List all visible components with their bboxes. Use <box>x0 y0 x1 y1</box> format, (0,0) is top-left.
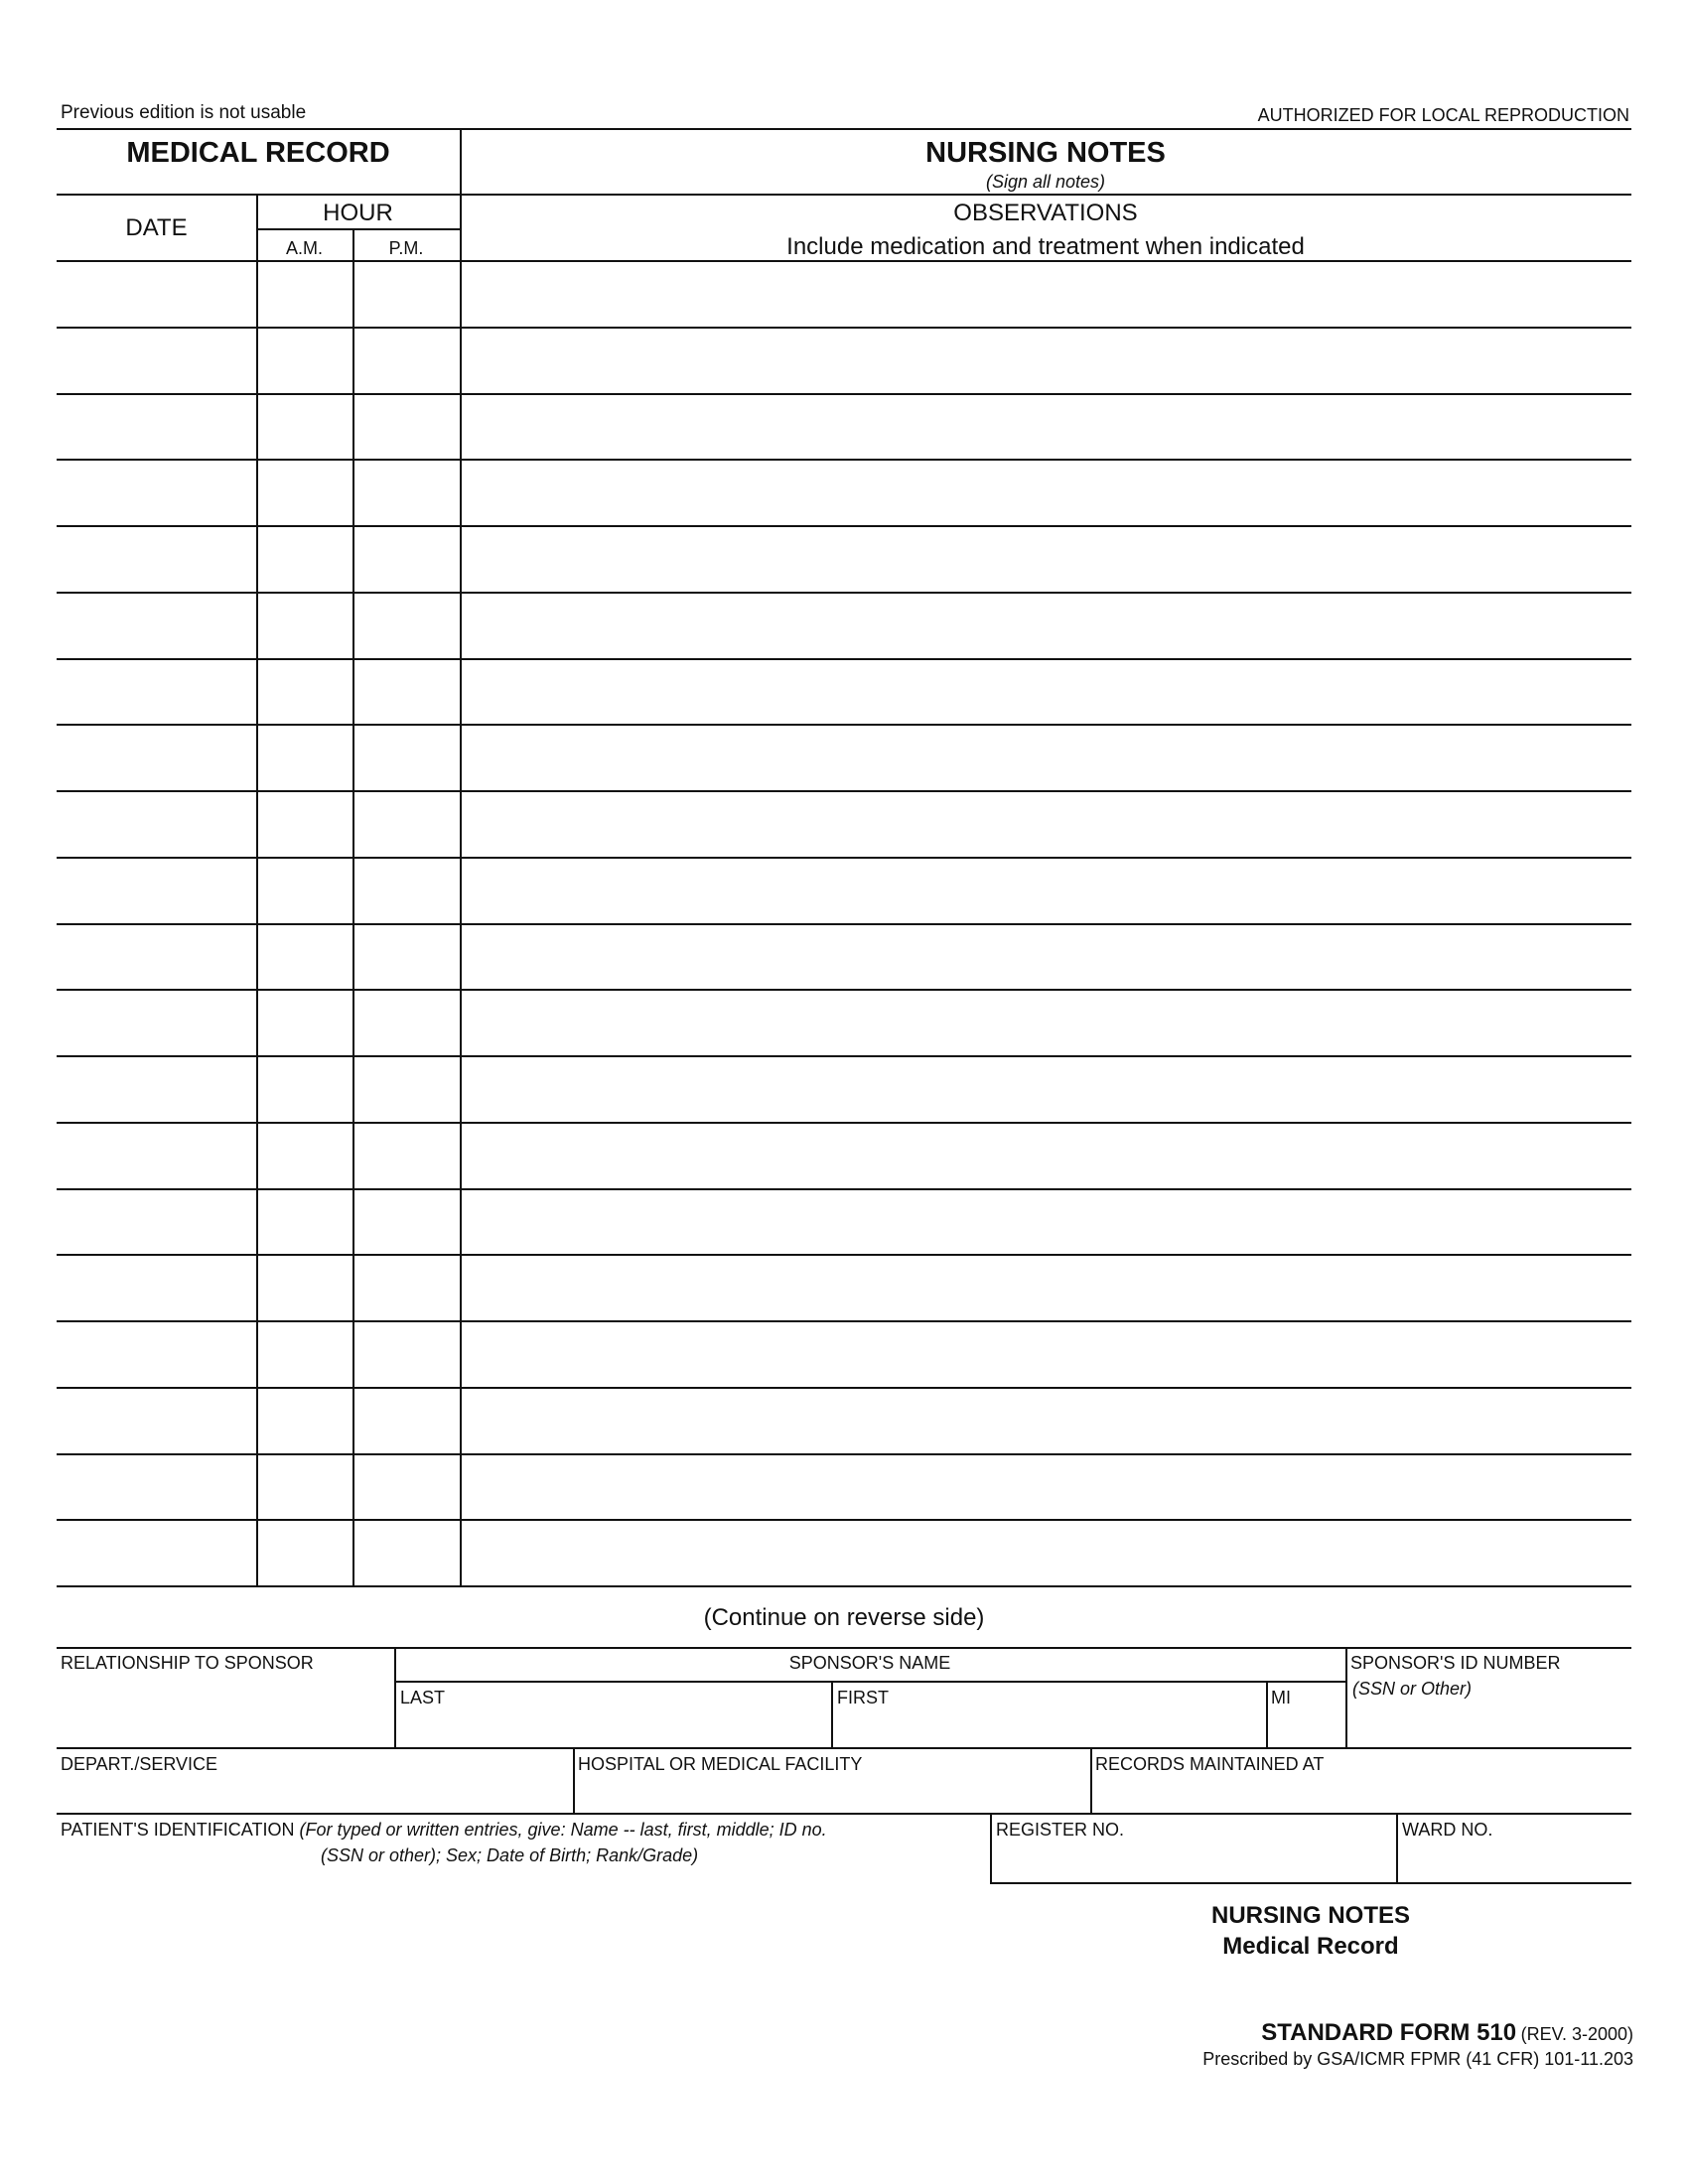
row-rule <box>57 327 1631 329</box>
date-cell[interactable] <box>57 327 256 393</box>
previous-edition-note: Previous edition is not usable <box>61 102 307 123</box>
am-cell[interactable] <box>256 1519 352 1585</box>
table-row <box>57 1122 1631 1188</box>
am-cell[interactable] <box>256 327 352 393</box>
date-cell[interactable] <box>57 658 256 725</box>
am-cell[interactable] <box>256 459 352 525</box>
table-row <box>57 525 1631 592</box>
table-row <box>57 260 1631 327</box>
prescribed-by: Prescribed by GSA/ICMR FPMR (41 CFR) 101-11.203 <box>1202 2049 1633 2069</box>
row-rule <box>57 790 1631 792</box>
pm-cell[interactable] <box>352 1055 460 1122</box>
form-revision: (REV. 3-2000) <box>1520 2024 1633 2044</box>
first-name-label: FIRST <box>837 1688 889 1707</box>
authorized-note: AUTHORIZED FOR LOCAL REPRODUCTION <box>1257 105 1629 125</box>
table-row <box>57 658 1631 725</box>
observation-cell[interactable] <box>460 989 1631 1055</box>
observation-cell[interactable] <box>460 923 1631 990</box>
table-row <box>57 1188 1631 1255</box>
am-cell[interactable] <box>256 1254 352 1320</box>
observation-cell[interactable] <box>460 1055 1631 1122</box>
patient-id-title: PATIENT'S IDENTIFICATION <box>61 1820 295 1840</box>
table-row <box>57 1055 1631 1122</box>
am-cell[interactable] <box>256 923 352 990</box>
table-row <box>57 1453 1631 1520</box>
patient-id-note-2: (SSN or other); Sex; Date of Birth; Rank/Grade) <box>321 1845 699 1865</box>
date-cell[interactable] <box>57 592 256 658</box>
table-row <box>57 790 1631 857</box>
last-name-label: LAST <box>400 1688 446 1707</box>
date-cell[interactable] <box>57 1254 256 1320</box>
sponsor-id-sublabel: (SSN or Other) <box>1352 1679 1473 1699</box>
am-cell[interactable] <box>256 260 352 327</box>
am-cell[interactable] <box>256 592 352 658</box>
observation-cell[interactable] <box>460 393 1631 460</box>
table-row <box>57 857 1631 923</box>
date-header: DATE <box>125 214 188 241</box>
top-rule <box>57 128 1631 130</box>
observation-cell[interactable] <box>460 260 1631 327</box>
date-cell[interactable] <box>57 1188 256 1255</box>
pm-cell[interactable] <box>352 459 460 525</box>
row-rule <box>57 1453 1631 1455</box>
hospital-divider <box>1090 1747 1092 1813</box>
observation-cell[interactable] <box>460 1122 1631 1188</box>
row-rule <box>57 1387 1631 1389</box>
footer-title-1: NURSING NOTES <box>1210 1902 1410 1929</box>
row-rule <box>57 1055 1631 1057</box>
last-first-divider <box>831 1681 833 1747</box>
observation-cell[interactable] <box>460 1453 1631 1520</box>
observation-cell[interactable] <box>460 1254 1631 1320</box>
row-rule <box>57 923 1631 925</box>
ward-no-label: WARD NO. <box>1402 1820 1493 1840</box>
continue-note: (Continue on reverse side) <box>703 1604 985 1631</box>
row-rule <box>57 459 1631 461</box>
row-rule <box>57 1188 1631 1190</box>
hospital-label: HOSPITAL OR MEDICAL FACILITY <box>578 1754 863 1774</box>
date-cell[interactable] <box>57 459 256 525</box>
patient-id-note-1: (For typed or written entries, give: Name -- last, first, middle; ID no. <box>299 1820 827 1840</box>
pm-header: P.M. <box>388 238 424 258</box>
date-cell[interactable] <box>57 923 256 990</box>
nursing-notes-title: NURSING NOTES <box>925 137 1166 169</box>
am-cell[interactable] <box>256 724 352 790</box>
am-cell[interactable] <box>256 857 352 923</box>
register-no-label: REGISTER NO. <box>996 1820 1125 1840</box>
date-cell[interactable] <box>57 857 256 923</box>
register-divider <box>1396 1813 1398 1882</box>
medical-record-title: MEDICAL RECORD <box>126 137 390 169</box>
date-cell[interactable] <box>57 1519 256 1585</box>
am-cell[interactable] <box>256 989 352 1055</box>
sponsor-id-divider <box>1345 1647 1347 1747</box>
observation-cell[interactable] <box>460 724 1631 790</box>
patient-id-divider <box>990 1813 992 1882</box>
table-row <box>57 1519 1631 1585</box>
first-mi-divider <box>1266 1681 1268 1747</box>
table-row <box>57 459 1631 525</box>
row-rule <box>57 1254 1631 1256</box>
observation-cell[interactable] <box>460 1519 1631 1585</box>
pm-cell[interactable] <box>352 724 460 790</box>
observations-subheader: Include medication and treatment when indicated <box>786 233 1305 260</box>
am-cell[interactable] <box>256 790 352 857</box>
date-cell[interactable] <box>57 1453 256 1520</box>
table-bottom-rule <box>57 1585 1631 1587</box>
observations-header: OBSERVATIONS <box>953 200 1138 226</box>
row-rule <box>57 1320 1631 1322</box>
pm-cell[interactable] <box>352 923 460 990</box>
table-top-rule <box>57 194 1631 196</box>
sponsor-name-sub-rule <box>394 1681 1345 1683</box>
table-row <box>57 724 1631 790</box>
table-row <box>57 393 1631 460</box>
row-rule <box>57 592 1631 594</box>
pm-cell[interactable] <box>352 327 460 393</box>
observation-cell[interactable] <box>460 1387 1631 1453</box>
date-cell[interactable] <box>57 1387 256 1453</box>
depart-service-label: DEPART./SERVICE <box>61 1754 218 1774</box>
row-rule <box>57 1519 1631 1521</box>
pm-cell[interactable] <box>352 1122 460 1188</box>
patient-id-label <box>61 1820 827 1841</box>
observation-cell[interactable] <box>460 1188 1631 1255</box>
observation-cell[interactable] <box>460 459 1631 525</box>
date-cell[interactable] <box>57 1055 256 1122</box>
table-row <box>57 1387 1631 1453</box>
observation-cell[interactable] <box>460 658 1631 725</box>
relationship-label: RELATIONSHIP TO SPONSOR <box>61 1653 314 1673</box>
am-cell[interactable] <box>256 393 352 460</box>
standard-form-number: STANDARD FORM 510 <box>1261 2019 1517 2046</box>
row-rule <box>57 393 1631 395</box>
pm-cell[interactable] <box>352 1254 460 1320</box>
date-cell[interactable] <box>57 790 256 857</box>
date-cell[interactable] <box>57 260 256 327</box>
register-bottom-rule <box>990 1882 1631 1884</box>
pm-cell[interactable] <box>352 1387 460 1453</box>
row-rule <box>57 857 1631 859</box>
am-cell[interactable] <box>256 1122 352 1188</box>
table-row <box>57 923 1631 990</box>
pm-cell[interactable] <box>352 1188 460 1255</box>
sponsor-name-label: SPONSOR'S NAME <box>788 1653 951 1673</box>
info-top-rule <box>57 1647 1631 1649</box>
date-cell[interactable] <box>57 1122 256 1188</box>
sponsor-id-label: SPONSOR'S ID NUMBER <box>1350 1653 1561 1673</box>
table-row <box>57 989 1631 1055</box>
table-row <box>57 592 1631 658</box>
pm-cell[interactable] <box>352 525 460 592</box>
footer-title-2: Medical Record <box>1222 1933 1399 1960</box>
row-rule <box>57 525 1631 527</box>
date-cell[interactable] <box>57 724 256 790</box>
hour-header: HOUR <box>323 200 393 226</box>
depart-divider <box>573 1747 575 1813</box>
table-row <box>57 1254 1631 1320</box>
pm-cell[interactable] <box>352 1320 460 1387</box>
pm-cell[interactable] <box>352 260 460 327</box>
row-rule <box>57 1122 1631 1124</box>
observation-cell[interactable] <box>460 1320 1631 1387</box>
date-cell[interactable] <box>57 393 256 460</box>
table-row <box>57 1320 1631 1387</box>
pm-cell[interactable] <box>352 1453 460 1520</box>
info-row2-rule <box>57 1747 1631 1749</box>
observation-cell[interactable] <box>460 327 1631 393</box>
pm-cell[interactable] <box>352 658 460 725</box>
observation-cell[interactable] <box>460 525 1631 592</box>
pm-cell[interactable] <box>352 393 460 460</box>
pm-cell[interactable] <box>352 1519 460 1585</box>
sign-all-notes: (Sign all notes) <box>985 172 1106 192</box>
am-cell[interactable] <box>256 1188 352 1255</box>
date-cell[interactable] <box>57 1320 256 1387</box>
am-cell[interactable] <box>256 1055 352 1122</box>
am-header: A.M. <box>285 238 323 258</box>
standard-form-line <box>1261 2019 1633 2047</box>
observation-cell[interactable] <box>460 790 1631 857</box>
pm-cell[interactable] <box>352 857 460 923</box>
pm-cell[interactable] <box>352 790 460 857</box>
am-cell[interactable] <box>256 525 352 592</box>
am-cell[interactable] <box>256 658 352 725</box>
pm-cell[interactable] <box>352 592 460 658</box>
observation-cell[interactable] <box>460 592 1631 658</box>
am-cell[interactable] <box>256 1387 352 1453</box>
row-rule <box>57 989 1631 991</box>
mi-label: MI <box>1271 1688 1291 1707</box>
am-cell[interactable] <box>256 1453 352 1520</box>
date-cell[interactable] <box>57 525 256 592</box>
table-row <box>57 327 1631 393</box>
row-rule <box>57 658 1631 660</box>
records-maintained-label: RECORDS MAINTAINED AT <box>1095 1754 1325 1774</box>
hour-sub-rule <box>256 228 460 230</box>
am-cell[interactable] <box>256 1320 352 1387</box>
row-rule <box>57 724 1631 726</box>
date-cell[interactable] <box>57 989 256 1055</box>
observation-cell[interactable] <box>460 857 1631 923</box>
pm-cell[interactable] <box>352 989 460 1055</box>
